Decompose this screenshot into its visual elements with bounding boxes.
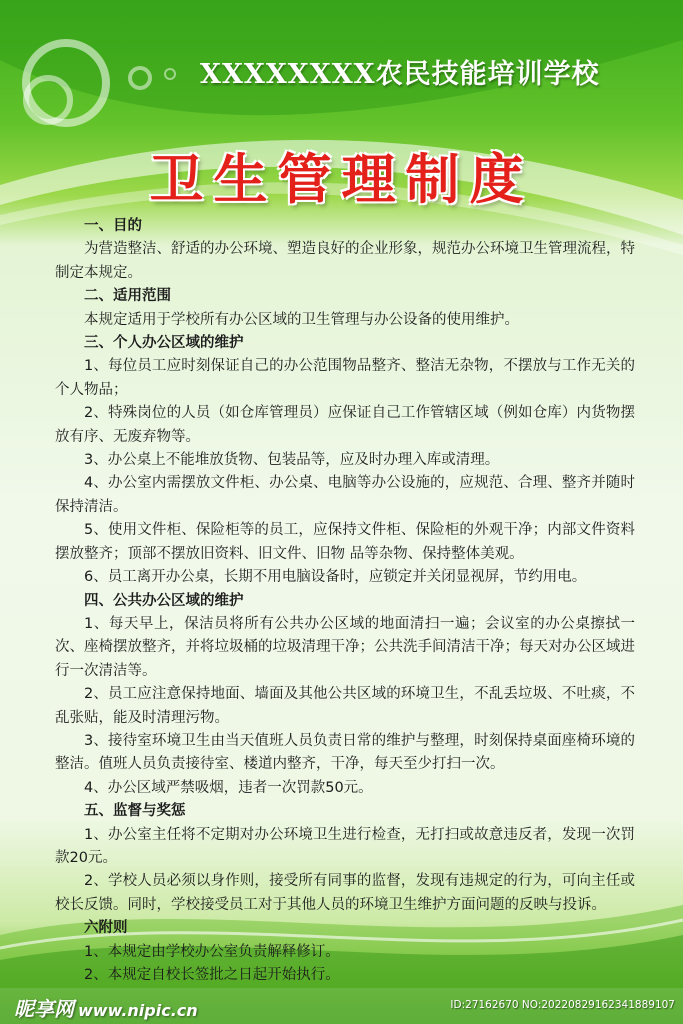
section-paragraph: 2、特殊岗位的人员（如仓库管理员）应保证自己工作管辖区域（例如仓库）内货物摆放有序、无废弃物等。 <box>55 405 635 445</box>
section-paragraph: 1、本规定由学校办公室负责解释修订。 <box>84 943 340 960</box>
section-paragraph: 1、每天早上，保洁员将所有公共办公区域的地面清扫一遍；会议室的办公桌擦拭一次、座椅摆放整齐，并将垃圾桶的垃圾清理干净；公共洗手间清洁干净；每天对办公区域进行一次清洁等。 <box>55 615 635 679</box>
section-heading: 三、个人办公区域的维护 <box>84 335 244 352</box>
regulation-body <box>55 215 635 987</box>
logo-url: www.nipic.cn <box>78 1001 198 1020</box>
image-id: ID:27162670 NO:20220829162341889107 <box>450 999 675 1011</box>
section-paragraph: 为营造整洁、舒适的办公环境、塑造良好的企业形象，规范办公环境卫生管理流程，特制定本规定。 <box>55 241 635 281</box>
section-heading: 四、公共办公区域的维护 <box>84 592 244 609</box>
section-paragraph: 1、办公室主任将不定期对办公环境卫生进行检查，无打扫或故意违反者，发现一次罚款20元。 <box>55 826 635 866</box>
section-paragraph: 6、员工离开办公桌，长期不用电脑设备时，应锁定并关闭显视屏，节约用电。 <box>84 569 587 586</box>
section-heading: 六附则 <box>84 920 128 937</box>
section-heading: 二、适用范围 <box>84 288 171 305</box>
section-paragraph: 5、使用文件柜、保险柜等的员工，应保持文件柜、保险柜的外观干净；内部文件资料摆放整齐；顶部不摆放旧资料、旧文件、旧物 品等杂物、保持整体美观。 <box>55 522 635 562</box>
section-paragraph: 4、办公区域严禁吸烟，违者一次罚款50元。 <box>84 779 373 796</box>
logo-text: 昵享网 <box>14 997 74 1021</box>
section-paragraph: 3、接待室环境卫生由当天值班人员负责日常的维护与整理，时刻保持桌面座椅环境的整洁。值班人员负责接待室、楼道内整齐，干净，每天至少打扫一次。 <box>55 732 635 773</box>
page-title: 卫生管理制度 <box>149 147 534 211</box>
section-paragraph: 本规定适用于学校所有办公区域的卫生管理与办公设备的使用维护。 <box>84 311 519 328</box>
section-heading: 一、目的 <box>84 218 142 234</box>
section-paragraph: 1、每位员工应时刻保证自己的办公范围物品整齐、整洁无杂物，不摆放与工作无关的个人物品； <box>55 358 635 398</box>
section-heading: 五、监督与奖惩 <box>84 803 186 820</box>
watermark-logo <box>14 993 198 1022</box>
section-paragraph: 2、学校人员必须以身作则，接受所有同事的监督，发现有违规定的行为，可向主任或校长反馈。同时，学校接受员工对于其他人员的环境卫生维护方面问题的反映与投诉。 <box>55 873 635 913</box>
section-paragraph: 4、办公室内需摆放文件柜、办公桌、电脑等办公设施的，应规范、合理、整齐并随时保持清洁。 <box>55 475 635 515</box>
section-paragraph: 2、员工应注意保持地面、墙面及其他公共区域的环境卫生，不乱丢垃圾、不吐痰，不乱张贴，能及时清理污物。 <box>55 686 635 726</box>
section-paragraph: 3、办公桌上不能堆放货物、包装品等，应及时办理入库或清理。 <box>84 452 500 469</box>
section-paragraph: 2、本规定自校长签批之日起开始执行。 <box>84 967 340 983</box>
school-name: XXXXXXXX农民技能培训学校 <box>200 59 600 90</box>
